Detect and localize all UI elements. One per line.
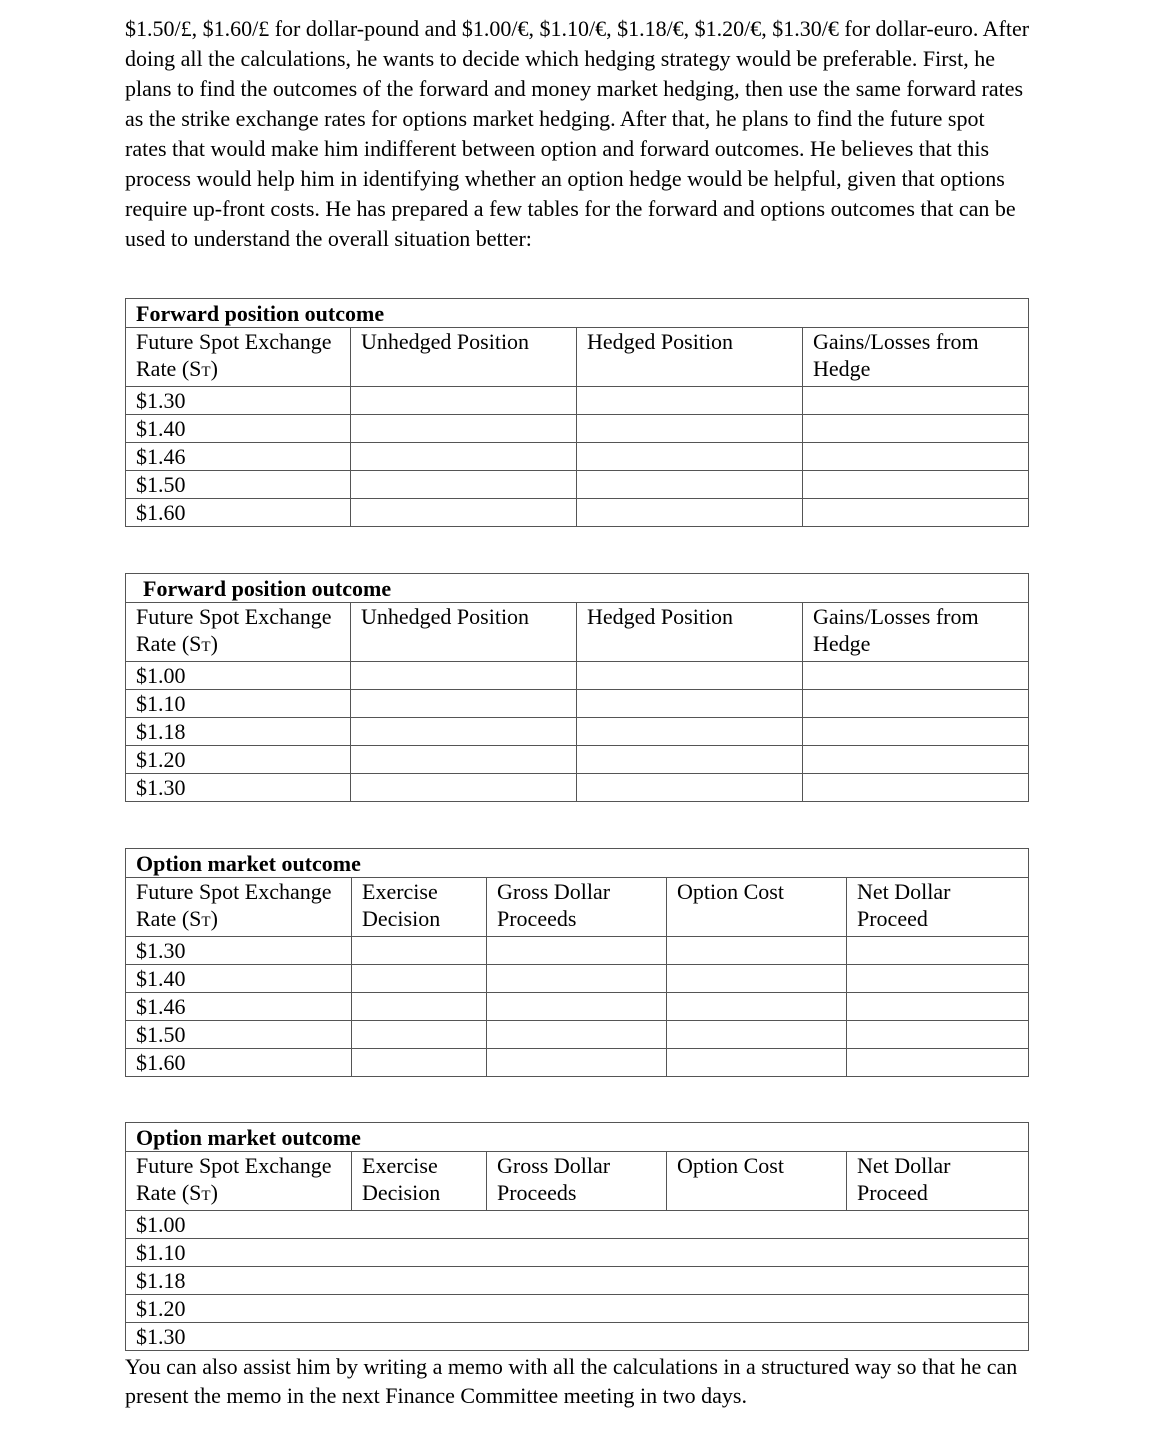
table-cell[interactable] — [803, 387, 1029, 415]
rate-cell: $1.10 — [126, 1239, 352, 1267]
table-cell[interactable] — [351, 387, 577, 415]
table-cell[interactable] — [803, 443, 1029, 471]
table-cell[interactable] — [667, 1211, 847, 1239]
rate-cell: $1.30 — [126, 1323, 352, 1351]
table-cell[interactable] — [847, 965, 1029, 993]
table-cell[interactable] — [803, 662, 1029, 690]
table-title: Forward position outcome — [126, 299, 1029, 328]
table-cell[interactable] — [667, 1021, 847, 1049]
table-cell[interactable] — [487, 937, 667, 965]
table-cell[interactable] — [847, 1211, 1029, 1239]
table-cell[interactable] — [577, 387, 803, 415]
header-gains-losses: Gains/Losses from Hedge — [803, 328, 1029, 387]
table-cell[interactable] — [847, 1295, 1029, 1323]
header-option-cost: Option Cost — [667, 1152, 847, 1211]
table-cell[interactable] — [847, 993, 1029, 1021]
table-cell[interactable] — [352, 1021, 487, 1049]
rate-cell: $1.18 — [126, 1267, 352, 1295]
rate-cell: $1.30 — [126, 937, 352, 965]
header-future-spot: Future Spot Exchange Rate (ST) — [126, 878, 352, 937]
table-cell[interactable] — [577, 471, 803, 499]
table-cell[interactable] — [351, 662, 577, 690]
table-cell[interactable] — [487, 1267, 667, 1295]
table-cell[interactable] — [352, 1239, 487, 1267]
table-title: Option market outcome — [126, 849, 1029, 878]
table-cell[interactable] — [487, 1211, 667, 1239]
table-cell[interactable] — [352, 1211, 487, 1239]
table-cell[interactable] — [577, 415, 803, 443]
table-cell[interactable] — [803, 774, 1029, 802]
rate-cell: $1.20 — [126, 746, 351, 774]
table-cell[interactable] — [577, 718, 803, 746]
header-hedged: Hedged Position — [577, 603, 803, 662]
table-cell[interactable] — [351, 718, 577, 746]
rate-cell: $1.40 — [126, 965, 352, 993]
header-net-proceed: Net Dollar Proceed — [847, 1152, 1029, 1211]
table-cell[interactable] — [847, 1021, 1029, 1049]
table-cell[interactable] — [352, 965, 487, 993]
table-cell[interactable] — [667, 1239, 847, 1267]
rate-cell: $1.60 — [126, 499, 351, 527]
table-cell[interactable] — [847, 937, 1029, 965]
header-unhedged: Unhedged Position — [351, 603, 577, 662]
rate-cell: $1.60 — [126, 1049, 352, 1077]
header-hedged: Hedged Position — [577, 328, 803, 387]
table-cell[interactable] — [577, 443, 803, 471]
option-outcome-table-pound — [125, 848, 1029, 1077]
table-cell[interactable] — [577, 662, 803, 690]
option-outcome-table-euro — [125, 1122, 1029, 1351]
rate-cell: $1.46 — [126, 443, 351, 471]
rate-cell: $1.00 — [126, 1211, 352, 1239]
table-cell[interactable] — [847, 1323, 1029, 1351]
table-cell[interactable] — [667, 1267, 847, 1295]
table-cell[interactable] — [351, 746, 577, 774]
table-cell[interactable] — [351, 415, 577, 443]
table-cell[interactable] — [577, 499, 803, 527]
table-cell[interactable] — [577, 690, 803, 718]
rate-cell: $1.00 — [126, 662, 351, 690]
table-cell[interactable] — [487, 1049, 667, 1077]
rate-cell: $1.50 — [126, 471, 351, 499]
table-cell[interactable] — [351, 774, 577, 802]
table-cell[interactable] — [487, 1295, 667, 1323]
table-title: Option market outcome — [126, 1123, 1029, 1152]
table-cell[interactable] — [847, 1239, 1029, 1267]
table-cell[interactable] — [667, 993, 847, 1021]
table-cell[interactable] — [352, 993, 487, 1021]
intro-paragraph: $1.50/£, $1.60/£ for dollar-pound and $1.00/€, $1.10/€, $1.18/€, $1.20/€, $1.30/€ for dollar-euro. After doing all the calculations, he wants to decide which hedging strategy would be preferable. First, he plans to find the outcomes of the forward and money market hedging, then use the same forward rates as the strike exchange rates for options market hedging. After that, he plans to find the future spot rates that would make him indifferent between option and forward outcomes. He believes that this process would help him in identifying whether an option hedge would be helpful, given that options require up-front costs. He has prepared a few tables for the forward and options outcomes that can be used to understand the overall situation better: — [125, 16, 1030, 251]
forward-outcome-table-pound — [125, 298, 1029, 527]
header-exercise-decision: Exercise Decision — [352, 878, 487, 937]
table-cell[interactable] — [577, 774, 803, 802]
table-cell[interactable] — [351, 471, 577, 499]
rate-cell: $1.46 — [126, 993, 352, 1021]
table-cell[interactable] — [487, 1239, 667, 1267]
table-cell[interactable] — [803, 471, 1029, 499]
header-gross-proceeds: Gross Dollar Proceeds — [487, 878, 667, 937]
table-cell[interactable] — [667, 1295, 847, 1323]
header-future-spot: Future Spot Exchange Rate (ST) — [126, 603, 351, 662]
rate-cell: $1.20 — [126, 1295, 352, 1323]
table-cell[interactable] — [667, 1049, 847, 1077]
header-gross-proceeds: Gross Dollar Proceeds — [487, 1152, 667, 1211]
table-cell[interactable] — [352, 1295, 487, 1323]
table-cell[interactable] — [351, 443, 577, 471]
table-cell[interactable] — [667, 965, 847, 993]
table-cell[interactable] — [487, 965, 667, 993]
rate-cell: $1.50 — [126, 1021, 352, 1049]
table-cell[interactable] — [803, 499, 1029, 527]
header-future-spot: Future Spot Exchange Rate (ST) — [126, 328, 351, 387]
table-cell[interactable] — [803, 690, 1029, 718]
table-cell[interactable] — [487, 1323, 667, 1351]
table-cell[interactable] — [667, 1323, 847, 1351]
rate-cell: $1.30 — [126, 387, 351, 415]
table-cell[interactable] — [352, 1267, 487, 1295]
header-future-spot: Future Spot Exchange Rate (ST) — [126, 1152, 352, 1211]
closing-paragraph: You can also assist him by writing a memo with all the calculations in a structured way so that he can present the memo in the next Finance Committee meeting in two days. — [125, 1354, 1018, 1408]
header-net-proceed: Net Dollar Proceed — [847, 878, 1029, 937]
table-cell[interactable] — [803, 415, 1029, 443]
table-title: Forward position outcome — [126, 574, 1029, 603]
table-cell[interactable] — [847, 1049, 1029, 1077]
table-cell[interactable] — [487, 1021, 667, 1049]
rate-cell: $1.40 — [126, 415, 351, 443]
table-cell[interactable] — [667, 937, 847, 965]
table-cell[interactable] — [351, 499, 577, 527]
table-cell[interactable] — [577, 746, 803, 774]
table-cell[interactable] — [352, 1049, 487, 1077]
table-cell[interactable] — [352, 937, 487, 965]
header-exercise-decision: Exercise Decision — [352, 1152, 487, 1211]
rate-cell: $1.10 — [126, 690, 351, 718]
table-cell[interactable] — [487, 993, 667, 1021]
header-option-cost: Option Cost — [667, 878, 847, 937]
table-cell[interactable] — [352, 1323, 487, 1351]
table-cell[interactable] — [803, 718, 1029, 746]
forward-outcome-table-euro — [125, 573, 1029, 802]
table-cell[interactable] — [847, 1267, 1029, 1295]
header-unhedged: Unhedged Position — [351, 328, 577, 387]
table-cell[interactable] — [351, 690, 577, 718]
header-gains-losses: Gains/Losses from Hedge — [803, 603, 1029, 662]
table-cell[interactable] — [803, 746, 1029, 774]
rate-cell: $1.30 — [126, 774, 351, 802]
rate-cell: $1.18 — [126, 718, 351, 746]
